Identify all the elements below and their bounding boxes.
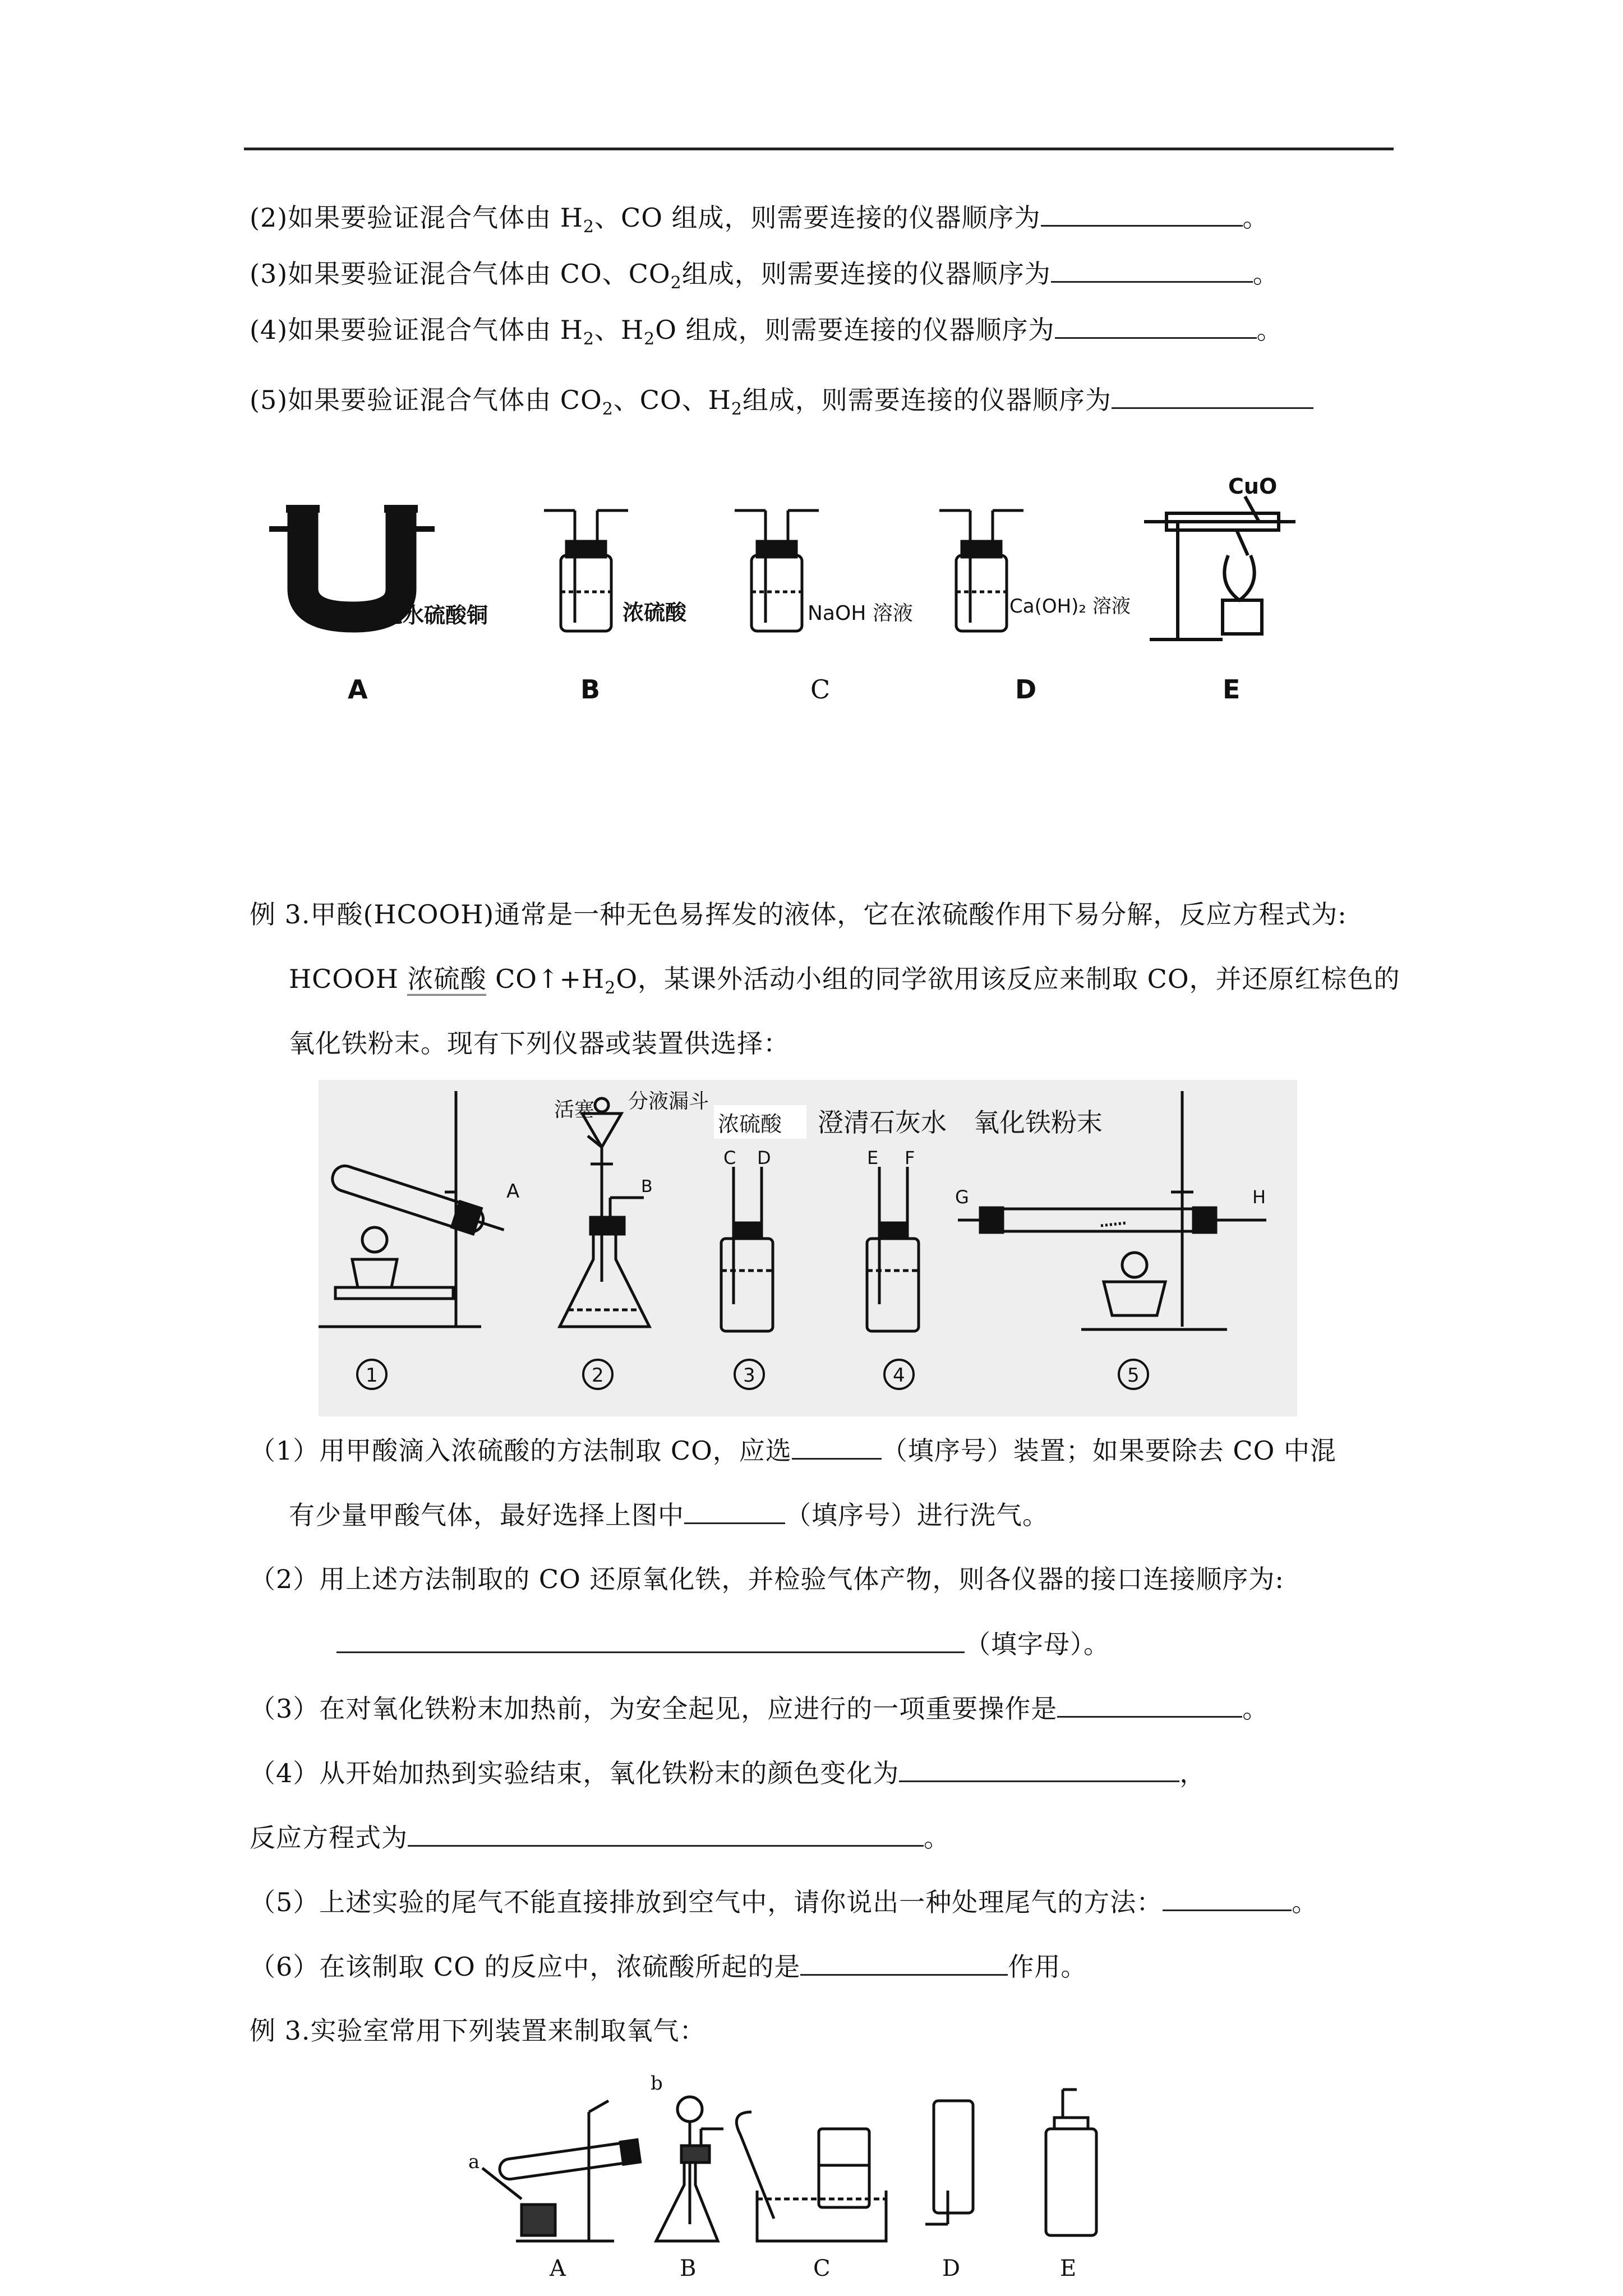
label-b-lower: b <box>651 2072 663 2095</box>
apparatus-figure-3 <box>460 2072 1138 2286</box>
number-5: 5 <box>1127 1364 1140 1387</box>
letter-b-fig3: B <box>680 2256 697 2281</box>
answer-blank[interactable] <box>1163 1885 1292 1911</box>
answer-blank[interactable] <box>1055 312 1257 339</box>
header-rule <box>244 148 1394 150</box>
answer-blank[interactable] <box>1041 200 1243 227</box>
question-4-line-2: 反应方程式为 。 <box>250 1820 950 1855</box>
port-d: D <box>757 1147 771 1168</box>
label-anhydrous-cuso4: 无水硫酸铜 <box>381 603 488 628</box>
question-2-line-2: （填字母）。 <box>336 1627 1110 1661</box>
letter-c: C <box>810 674 831 705</box>
example-3-line-2: HCOOH 浓硫酸 $CO↑+H_2O$，某课外活动小组的同学欲用该反应来制取 CO，并还原红棕色的 <box>289 964 1400 999</box>
port-a: A <box>506 1180 520 1203</box>
label-conc-h2so4-bottle: 浓硫酸 <box>718 1112 782 1137</box>
question-2-line: (2)如果要验证混合气体由 $H_2$、CO 组成，则需要连接的仪器顺序为 。 <box>250 200 1269 244</box>
port-h: H <box>1252 1186 1266 1208</box>
answer-blank[interactable] <box>792 1433 882 1460</box>
label-a-lower: a <box>468 2151 480 2173</box>
question-2-line-1: （2）用上述方法制取的 CO 还原氧化铁，并检验气体产物，则各仪器的接口连接顺序为: <box>250 1564 1284 1594</box>
label-separatory-funnel: 分液漏斗 <box>628 1090 709 1113</box>
label-iron-oxide-powder: 氧化铁粉末 <box>974 1107 1103 1138</box>
answer-blank[interactable] <box>336 1627 965 1653</box>
label-caoh2-solution: Ca(OH)₂ 溶液 <box>1009 595 1131 618</box>
question-4-line-1: （4）从开始加热到实验结束，氧化铁粉末的颜色变化为 ， <box>250 1756 1206 1790</box>
question-3-line: (3)如果要验证混合气体由 CO、$CO_2$组成，则需要连接的仪器顺序为 。 <box>250 256 1279 300</box>
heated-tube-apparatus-e <box>1144 496 1295 639</box>
question-1-line-1: （1）用甲酸滴入浓硫酸的方法制取 CO，应选 （填序号）装置；如果要除去 CO 中混 <box>250 1433 1336 1467</box>
port-g: G <box>955 1186 969 1208</box>
answer-blank[interactable] <box>684 1498 785 1524</box>
port-c: C <box>723 1147 736 1168</box>
apparatus-figure-2 <box>319 1080 1297 1416</box>
label-limewater: 澄清石灰水 <box>818 1107 947 1138</box>
letter-d: D <box>1015 674 1037 705</box>
gas-washing-bottle-b <box>544 510 628 631</box>
answer-blank[interactable] <box>899 1756 1179 1782</box>
flask-b <box>656 2097 723 2241</box>
answer-blank[interactable] <box>1112 383 1313 409</box>
gas-washing-bottle-c <box>735 510 819 631</box>
question-1-line-2: 有少量甲酸气体，最好选择上图中 （填序号）进行洗气。 <box>289 1498 1049 1532</box>
inverted-bottle-d <box>925 2101 973 2224</box>
label-cuo: CuO <box>1228 474 1278 499</box>
answer-blank[interactable] <box>1051 256 1253 283</box>
apparatus-figure-1 <box>269 474 1324 724</box>
port-b: B <box>641 1177 653 1197</box>
letter-d-fig3: D <box>942 2256 961 2281</box>
answer-blank[interactable] <box>1057 1691 1242 1718</box>
number-4: 4 <box>893 1364 905 1387</box>
question-5-line: (5)如果要验证混合气体由 $CO_2$、CO、$H_2$组成，则需要连接的仪器顺序为 <box>250 383 1313 426</box>
question-3-line: （3）在对氧化铁粉末加热前，为安全起见，应进行的一项重要操作是 。 <box>250 1691 1269 1726</box>
example-3-line-3: 氧化铁粉末。现有下列仪器或装置供选择： <box>289 1028 790 1059</box>
number-1: 1 <box>366 1364 378 1387</box>
letter-b: B <box>580 674 601 705</box>
example-3b-line-1: 例 3.实验室常用下列装置来制取氧气： <box>250 2016 706 2046</box>
answer-blank[interactable] <box>408 1820 924 1847</box>
example-3-line-1: 例 3.甲酸(HCOOH)通常是一种无色易挥发的液体，它在浓硫酸作用下易分解，反应方程式为: <box>250 899 1347 930</box>
letter-e: E <box>1223 674 1241 705</box>
upright-bottle-e <box>1046 2090 1096 2235</box>
port-e: E <box>867 1147 879 1168</box>
number-3: 3 <box>743 1364 755 1387</box>
letter-e-fig3: E <box>1060 2256 1077 2281</box>
letter-c-fig3: C <box>813 2256 831 2281</box>
letter-a-fig3: A <box>550 2256 566 2281</box>
number-2: 2 <box>592 1364 604 1387</box>
heated-test-tube-a <box>482 2101 640 2241</box>
label-conc-h2so4: 浓硫酸 <box>623 600 687 625</box>
question-6-line: （6）在该制取 CO 的反应中，浓硫酸所起的是 作用。 <box>250 1949 1087 1984</box>
letter-a: A <box>348 674 368 705</box>
water-trough-c <box>736 2112 886 2241</box>
question-4-line: (4)如果要验证混合气体由 $H_2$、$H_2O$ 组成，则需要连接的仪器顺序为 。 <box>250 312 1283 356</box>
label-naoh-solution: NaOH 溶液 <box>808 602 913 625</box>
question-5-line: （5）上述实验的尾气不能直接排放到空气中，请你说出一种处理尾气的方法： 。 <box>250 1885 1318 1919</box>
port-f: F <box>905 1147 915 1168</box>
answer-blank[interactable] <box>800 1949 1008 1976</box>
label-stopcock: 活塞 <box>554 1098 595 1121</box>
u-tube-apparatus <box>269 505 435 617</box>
